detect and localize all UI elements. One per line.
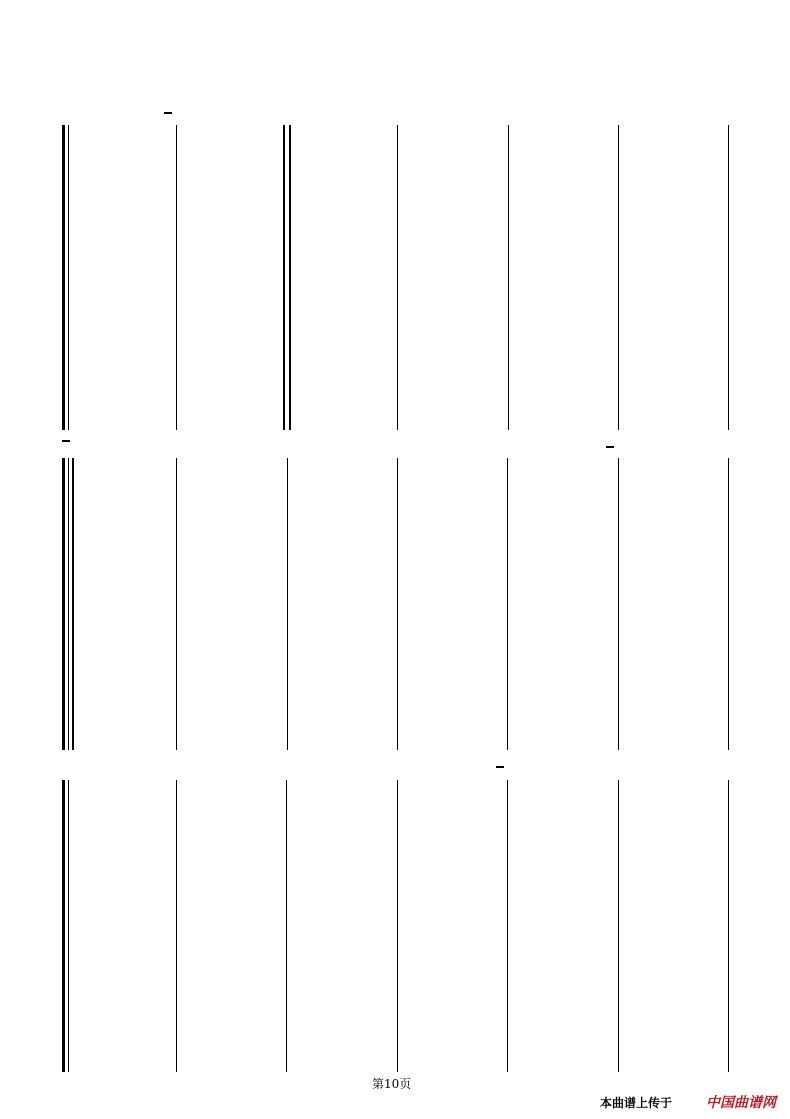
barline — [286, 780, 287, 1072]
barline — [507, 780, 508, 1072]
barline — [68, 125, 69, 430]
system-brace — [62, 780, 65, 1072]
barline — [618, 458, 619, 750]
site-logo: 中国曲谱网 — [706, 1095, 776, 1111]
barline — [728, 125, 729, 430]
barline — [508, 125, 509, 430]
rehearsal-mark — [606, 446, 614, 448]
barline — [618, 125, 619, 430]
barline — [397, 780, 398, 1072]
barline — [72, 458, 74, 750]
rehearsal-mark — [496, 766, 504, 768]
barline — [287, 458, 288, 750]
barline — [283, 125, 285, 430]
rehearsal-mark — [164, 112, 172, 114]
barline — [728, 458, 729, 750]
upload-notice: 本曲谱上传于 — [600, 1096, 673, 1110]
barline — [176, 458, 177, 750]
rehearsal-mark — [62, 440, 70, 442]
barline — [68, 458, 69, 750]
system-brace — [62, 458, 65, 750]
page-number: 第10页 — [372, 1077, 412, 1091]
barline — [68, 780, 69, 1072]
barline — [176, 125, 177, 430]
system-brace — [62, 125, 65, 430]
barline — [507, 458, 508, 750]
barline — [618, 780, 619, 1072]
barline — [289, 125, 291, 430]
barline — [176, 780, 177, 1072]
barline — [397, 125, 398, 430]
barline — [728, 780, 729, 1072]
barline — [397, 458, 398, 750]
